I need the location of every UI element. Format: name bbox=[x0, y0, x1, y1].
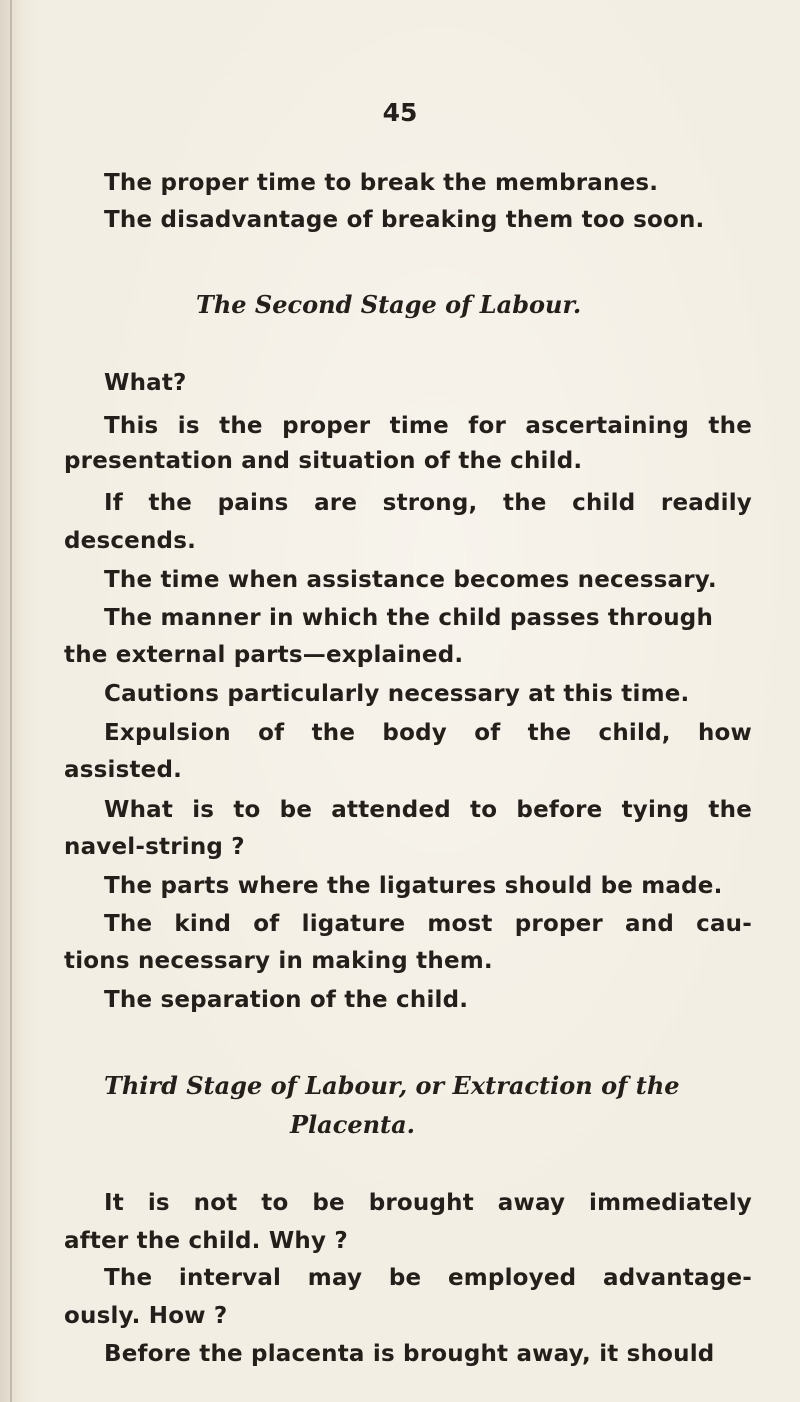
text-line: This is the proper time for ascertaining the bbox=[104, 413, 752, 439]
text-line: after the child. Why ? bbox=[64, 1228, 348, 1254]
text-line: descends. bbox=[64, 528, 197, 554]
text-line: The time when assistance becomes necessary. bbox=[104, 567, 717, 593]
text-line: Expulsion of the body of the child, how bbox=[104, 720, 752, 746]
text-line: The separation of the child. bbox=[104, 987, 469, 1013]
text-line: presentation and situation of the child. bbox=[64, 448, 583, 474]
text-line: Before the placenta is brought away, it should bbox=[104, 1341, 715, 1367]
section-heading: Placenta. bbox=[290, 1110, 416, 1139]
page-number: 45 bbox=[382, 98, 418, 127]
text-line: The interval may be employed advantage- bbox=[104, 1265, 752, 1291]
text-line: The parts where the ligatures should be made. bbox=[104, 873, 723, 899]
text-line: the external parts—explained. bbox=[64, 642, 464, 668]
text-line: If the pains are strong, the child readily bbox=[104, 490, 752, 516]
text-line: The manner in which the child passes through bbox=[104, 605, 714, 631]
section-heading: The Second Stage of Labour. bbox=[196, 290, 582, 319]
text-line: navel-string ? bbox=[64, 834, 245, 860]
text-line: What is to be attended to before tying the bbox=[104, 797, 752, 823]
text-line: What? bbox=[104, 370, 187, 396]
text-line: It is not to be brought away immediately bbox=[104, 1190, 752, 1216]
text-line: tions necessary in making them. bbox=[64, 948, 493, 974]
text-line: The disadvantage of breaking them too soon. bbox=[104, 207, 705, 233]
binding-edge bbox=[10, 0, 12, 1402]
text-line: Cautions particularly necessary at this time. bbox=[104, 681, 690, 707]
section-heading: Third Stage of Labour, or Extraction of the bbox=[104, 1071, 680, 1100]
text-line: The kind of ligature most proper and cau- bbox=[104, 911, 752, 937]
text-line: ously. How ? bbox=[64, 1303, 228, 1329]
text-line: The proper time to break the membranes. bbox=[104, 170, 659, 196]
text-line: assisted. bbox=[64, 757, 183, 783]
